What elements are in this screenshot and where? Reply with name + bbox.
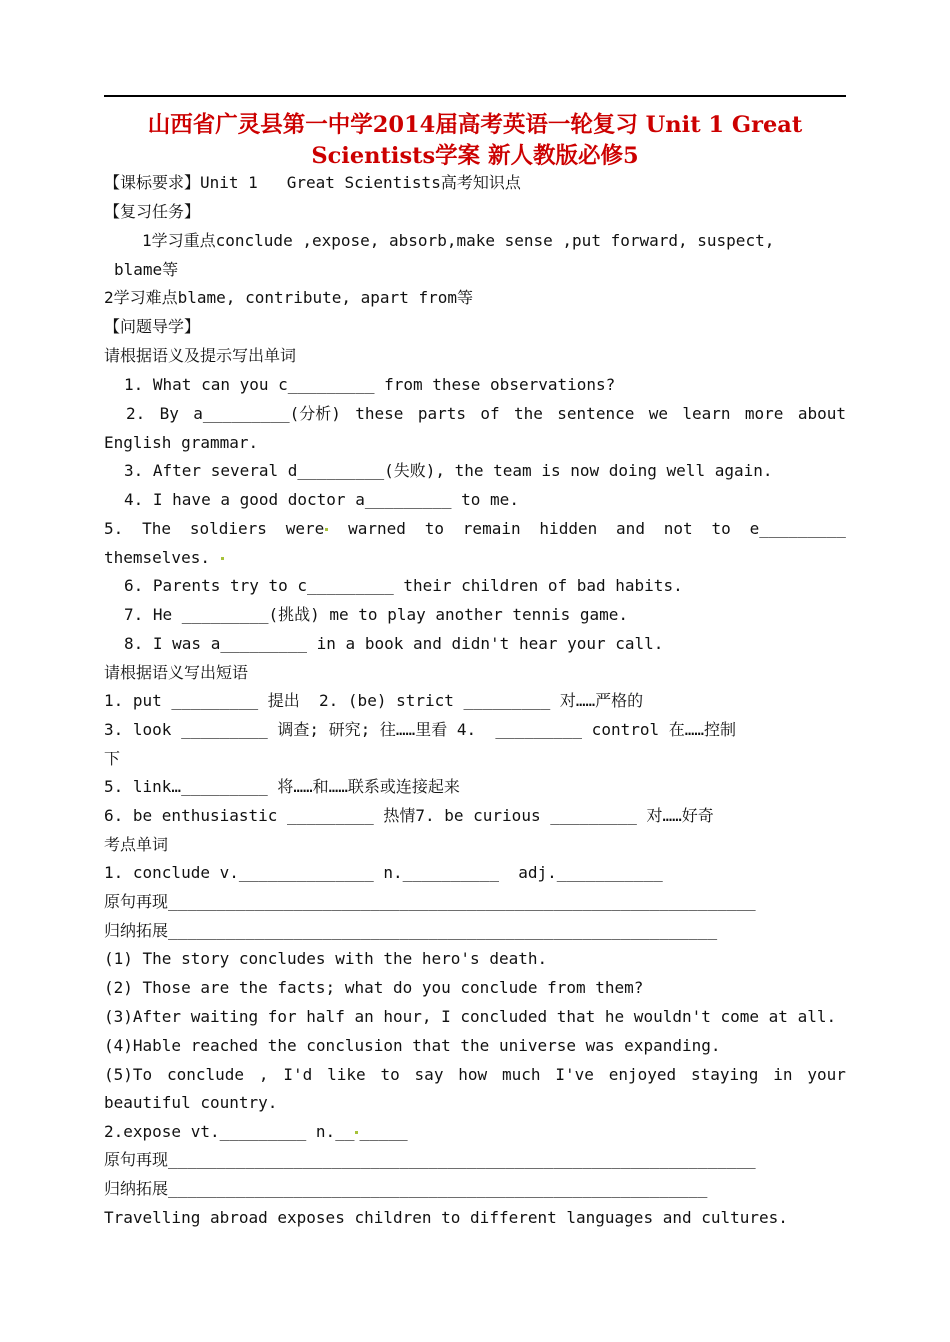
- key-points-continued: blame等: [114, 260, 179, 279]
- question-3: 3. After several d_________(失败), the team is now doing well again.: [124, 461, 773, 480]
- example-6: Travelling abroad exposes children to different languages and cultures.: [104, 1208, 788, 1227]
- question-5-continued: themselves.: [104, 548, 225, 568]
- question-8: 8. I was a_________ in a book and didn't hear your call.: [124, 634, 664, 653]
- example-5: (5)To conclude , I'd like to say how much I've enjoyed staying in your: [104, 1065, 846, 1084]
- phrase-5: 5. link…_________ 将……和……联系或连接起来: [104, 777, 460, 796]
- keyword-expose: 2.expose vt._________ n.__ _____: [104, 1122, 408, 1141]
- example-3: (3)After waiting for half an hour, I concluded that he wouldn't come at all.: [104, 1007, 837, 1026]
- example-1: (1) The story concludes with the hero's death.: [104, 949, 548, 968]
- keyword-conclude: 1. conclude v.______________ n.__________ adj.___________: [104, 863, 663, 882]
- example-5-continued: beautiful country.: [104, 1093, 278, 1112]
- question-2: 2. By a_________(分析) these parts of the sentence we learn more about: [126, 404, 846, 423]
- curriculum-standard: 【课标要求】Unit 1 Great Scientists高考知识点: [104, 173, 521, 192]
- keywords-heading: 考点单词: [104, 835, 169, 854]
- summary-2: 归纳拓展________________________________________________________: [104, 1179, 708, 1198]
- question-6: 6. Parents try to c_________ their children of bad habits.: [124, 576, 683, 595]
- title-line-2: Scientists学案 新人教版必修5: [311, 143, 639, 169]
- difficult-points: 2学习难点blame, contribute, apart from等: [104, 288, 473, 307]
- key-points: 1学习重点conclude ,expose, absorb,make sense ,put forward, suspect,: [142, 231, 775, 250]
- phrase-4-continued: 下: [104, 749, 121, 768]
- original-sentence-2: 原句再现_____________________________________________________________: [104, 1150, 756, 1169]
- original-sentence-1: 原句再现_____________________________________________________________: [104, 892, 756, 911]
- review-task-heading: 【复习任务】: [104, 202, 201, 221]
- guide-heading: 【问题导学】: [104, 317, 201, 336]
- title-line-1: 山西省广灵县第一中学2014届高考英语一轮复习 Unit 1 Great: [147, 112, 803, 138]
- phrase-3-4: 3. look _________ 调查; 研究; 往……里看 4. _________ control 在……控制: [104, 720, 737, 739]
- document-title: [104, 110, 846, 172]
- phrases-instruction: 请根据语义写出短语: [104, 663, 249, 682]
- summary-1: 归纳拓展_________________________________________________________: [104, 921, 718, 940]
- question-7: 7. He _________(挑战) me to play another tennis game.: [124, 605, 629, 624]
- example-2: (2) Those are the facts; what do you conclude from them?: [104, 978, 644, 997]
- top-rule: [104, 95, 846, 97]
- words-instruction: 请根据语义及提示写出单词: [104, 346, 297, 365]
- example-4: (4)Hable reached the conclusion that the universe was expanding.: [104, 1036, 721, 1055]
- question-2-continued: English grammar.: [104, 433, 259, 452]
- question-1: 1. What can you c_________ from these observations?: [124, 375, 616, 394]
- question-4: 4. I have a good doctor a_________ to me.: [124, 490, 519, 509]
- phrase-1-2: 1. put _________ 提出 2. (be) strict _________ 对……严格的: [104, 691, 644, 710]
- phrase-6-7: 6. be enthusiastic _________ 热情7. be curious _________ 对……好奇: [104, 806, 714, 825]
- question-5: 5. The soldiers were warned to remain hidden and not to e_________: [104, 519, 846, 538]
